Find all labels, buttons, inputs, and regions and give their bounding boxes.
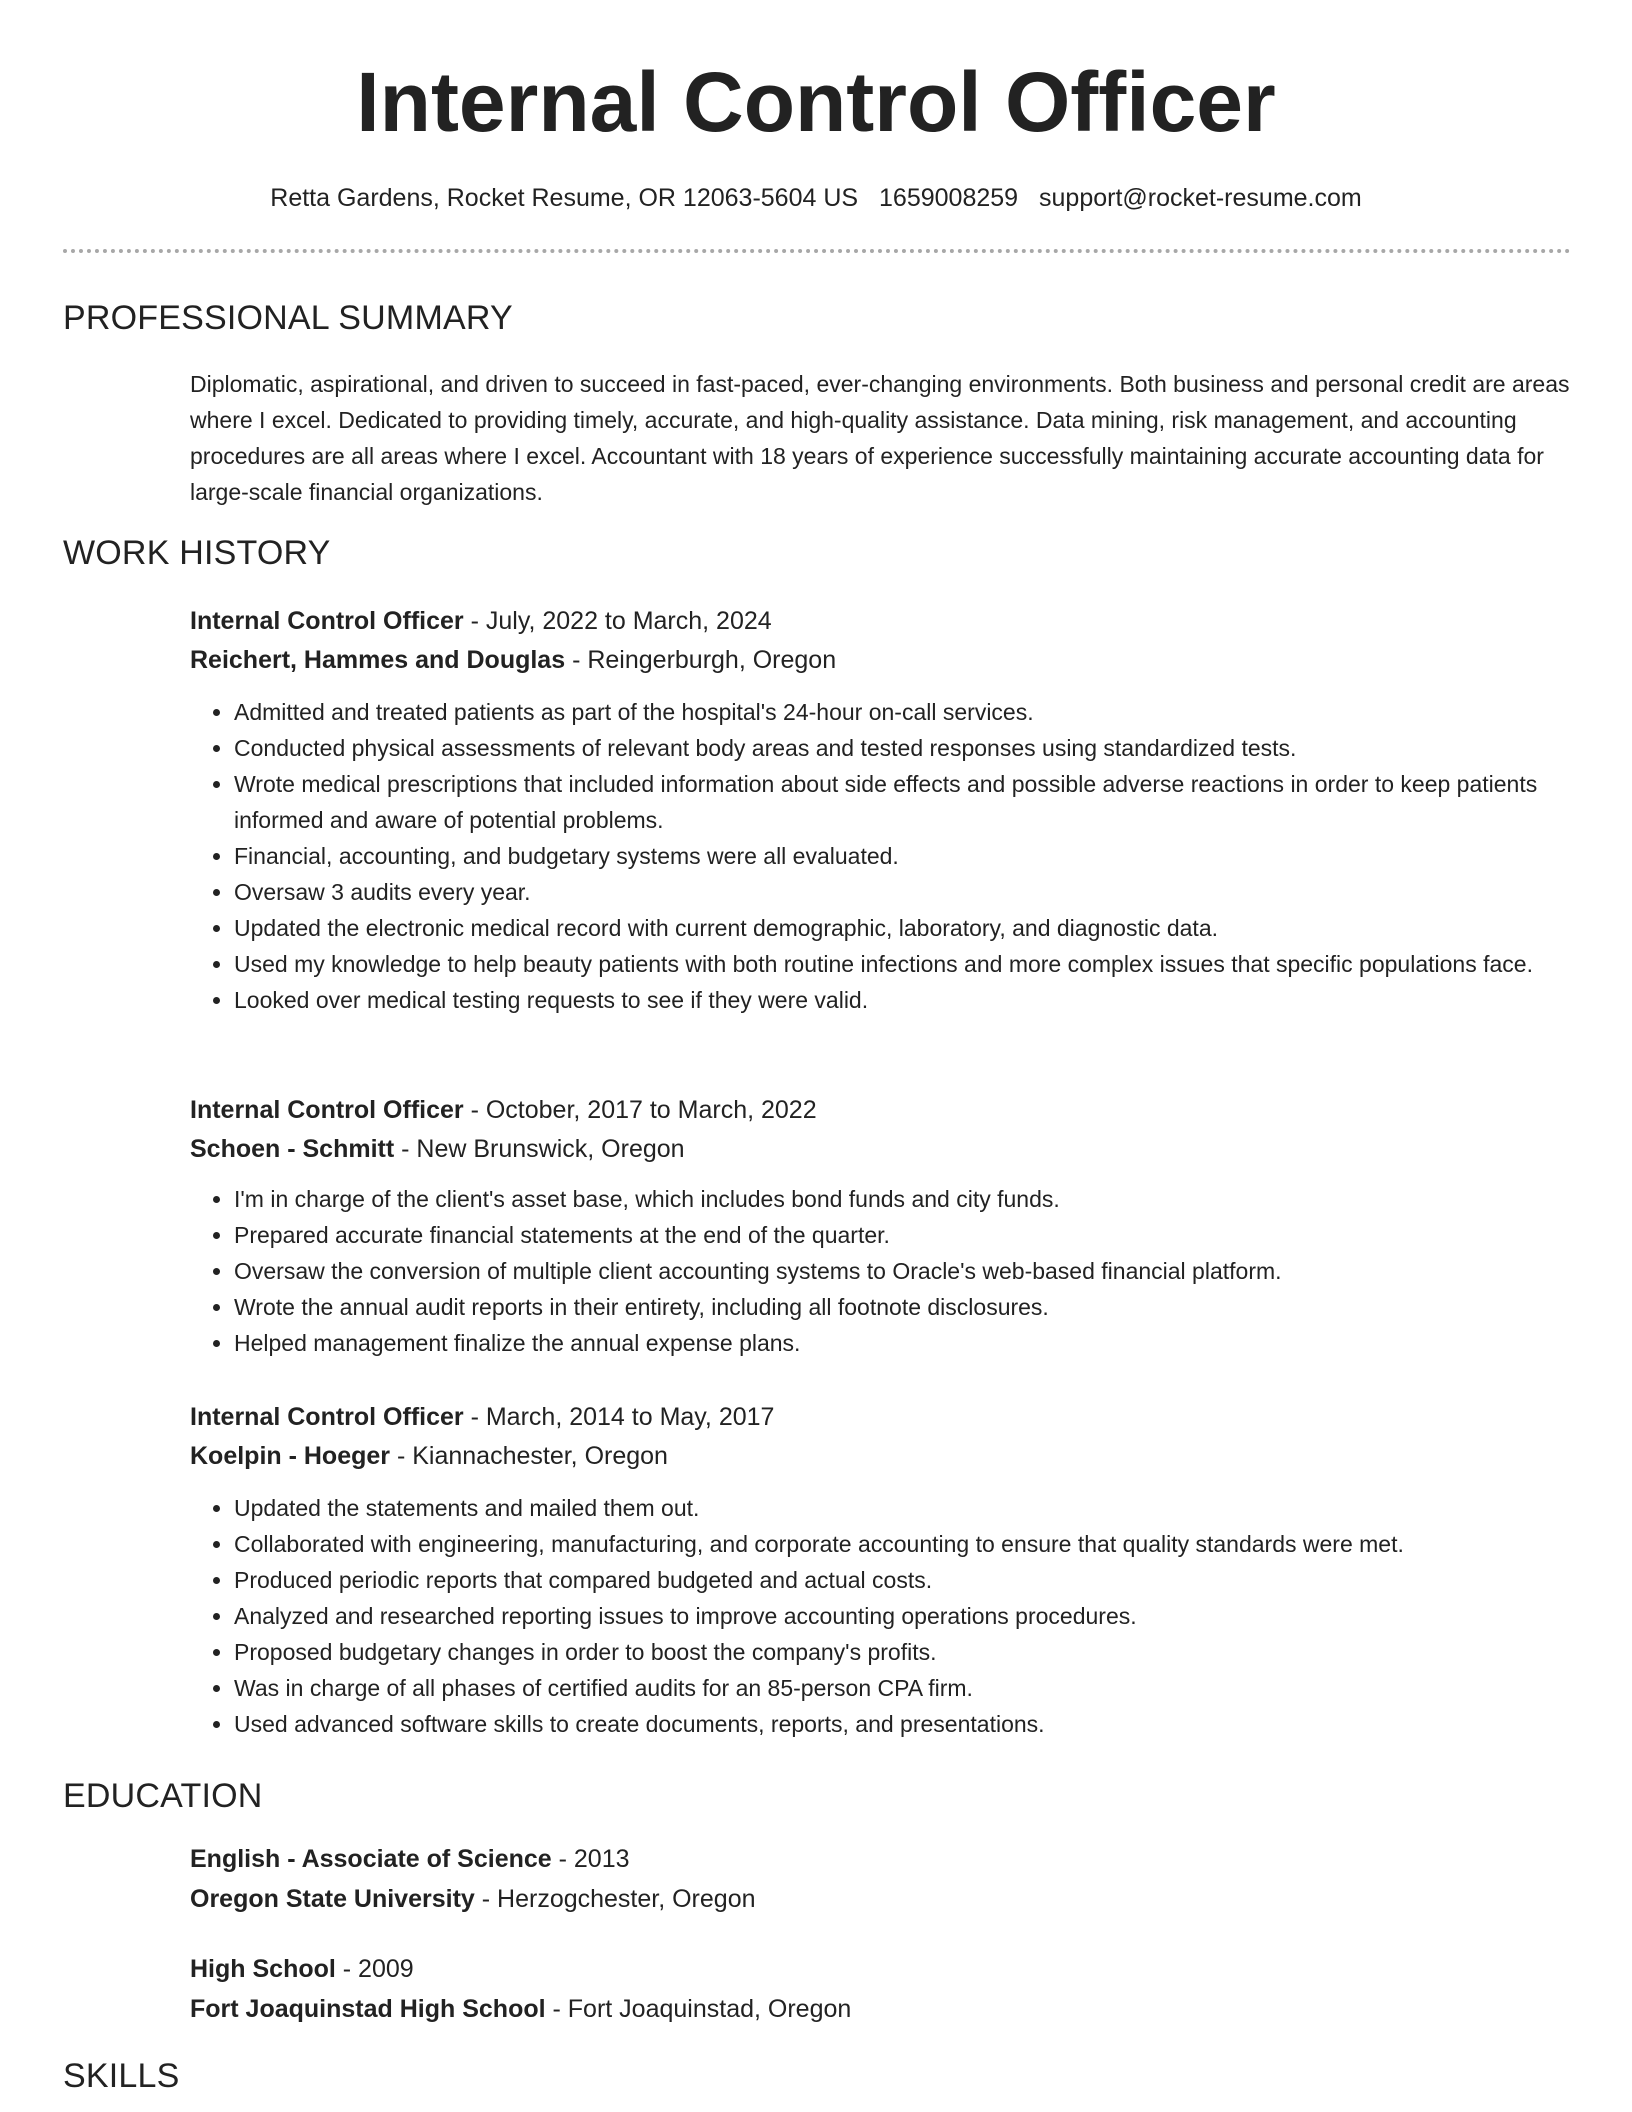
job-bullet: • Wrote the annual audit reports in their entirety, including all footnote disclosures. [234, 1289, 1570, 1325]
job-bullet: • Prepared accurate financial statements at the end of the quarter. [234, 1217, 1570, 1253]
job-bullet: • Analyzed and researched reporting issues to improve accounting operations procedures. [234, 1598, 1570, 1634]
job-bullets [190, 1490, 1570, 1742]
education-school-line [190, 1880, 756, 1918]
job-bullet: • Used advanced software skills to create documents, reports, and presentations. [234, 1706, 1570, 1742]
contact-address: Retta Gardens, Rocket Resume, OR 12063-5604 US [270, 184, 859, 212]
job-bullet: • Produced periodic reports that compared budgeted and actual costs. [234, 1562, 1570, 1598]
job-bullet: • Admitted and treated patients as part of the hospital's 24-hour on-call services. [234, 694, 1570, 730]
education-school-line [190, 1990, 851, 2028]
section-title-education: EDUCATION [63, 1777, 263, 1815]
header-divider [63, 249, 1571, 253]
job-bullet: • Proposed budgetary changes in order to boost the company's profits. [234, 1634, 1570, 1670]
job-title: Internal Control Officer [190, 1096, 464, 1124]
education-location: - Herzogchester, Oregon [474, 1885, 756, 1913]
job-bullet: • Wrote medical prescriptions that included information about side effects and possible adverse reactions in order to keep patients informed and aware of potential problems. [234, 766, 1570, 838]
job-company: Koelpin - Hoeger [190, 1442, 391, 1470]
job-bullet: • Conducted physical assessments of relevant body areas and tested responses using standardized tests. [234, 730, 1570, 766]
job-title-line [190, 1091, 817, 1129]
job-bullets [190, 1181, 1570, 1361]
job-title: Internal Control Officer [190, 1403, 464, 1431]
section-title-work-history: WORK HISTORY [63, 534, 331, 572]
job-dates: - October, 2017 to March, 2022 [463, 1096, 817, 1124]
job-bullet: • Oversaw 3 audits every year. [234, 874, 1570, 910]
job-company-line [190, 641, 836, 679]
contact-info [0, 180, 1632, 216]
job-company-line [190, 1437, 668, 1475]
section-title-summary: PROFESSIONAL SUMMARY [63, 299, 513, 337]
job-bullet: • I'm in charge of the client's asset base, which includes bond funds and city funds. [234, 1181, 1570, 1217]
job-bullet: • Collaborated with engineering, manufacturing, and corporate accounting to ensure that quality standards were met. [234, 1526, 1570, 1562]
education-degree: High School [190, 1955, 336, 1983]
job-company: Reichert, Hammes and Douglas [190, 646, 566, 674]
job-title: Internal Control Officer [190, 607, 464, 635]
job-title-line [190, 1398, 774, 1436]
job-dates: - March, 2014 to May, 2017 [463, 1403, 775, 1431]
summary-paragraph: Diplomatic, aspirational, and driven to succeed in fast-paced, ever-changing environments. Both business and personal credit are areas where I excel. Dedicated to providing timely, accurate, and high-quality assistance. Data mining, risk management, and accounting procedures are all areas where I excel. Accountant with 18 years of experience successfully maintaining accurate accounting data for large-scale financial organizations. [190, 371, 1570, 505]
job-bullet: • Updated the statements and mailed them out. [234, 1490, 1570, 1526]
contact-phone: 1659008259 [879, 184, 1019, 212]
section-title-skills: SKILLS [63, 2057, 180, 2095]
education-year: - 2013 [551, 1845, 630, 1873]
job-company-line [190, 1130, 685, 1168]
job-bullet: • Looked over medical testing requests to see if they were valid. [234, 982, 1570, 1018]
job-bullet: • Was in charge of all phases of certified audits for an 85-person CPA firm. [234, 1670, 1570, 1706]
job-bullets [190, 694, 1570, 1018]
education-school: Fort Joaquinstad High School [190, 1995, 546, 2023]
job-company: Schoen - Schmitt [190, 1135, 395, 1163]
contact-email[interactable]: support@rocket-resume.com [1039, 184, 1362, 212]
education-year: - 2009 [335, 1955, 414, 1983]
job-location: - Kiannachester, Oregon [390, 1442, 668, 1470]
job-bullet: • Helped management finalize the annual expense plans. [234, 1325, 1570, 1361]
job-bullet: • Oversaw the conversion of multiple client accounting systems to Oracle's web-based financial platform. [234, 1253, 1570, 1289]
education-degree-line [190, 1950, 414, 1988]
education-degree-line [190, 1840, 630, 1878]
job-location: - Reingerburgh, Oregon [565, 646, 837, 674]
job-title-line [190, 602, 772, 640]
education-degree: English - Associate of Science [190, 1845, 552, 1873]
job-bullet: • Used my knowledge to help beauty patients with both routine infections and more complex issues that specific populations face. [234, 946, 1570, 982]
job-dates: - July, 2022 to March, 2024 [463, 607, 772, 635]
job-bullet: • Financial, accounting, and budgetary systems were all evaluated. [234, 838, 1570, 874]
education-school: Oregon State University [190, 1885, 475, 1913]
job-bullet: • Updated the electronic medical record with current demographic, laboratory, and diagnostic data. [234, 910, 1570, 946]
job-location: - New Brunswick, Oregon [394, 1135, 685, 1163]
resume-name-heading: Internal Control Officer [356, 55, 1276, 149]
education-location: - Fort Joaquinstad, Oregon [545, 1995, 852, 2023]
